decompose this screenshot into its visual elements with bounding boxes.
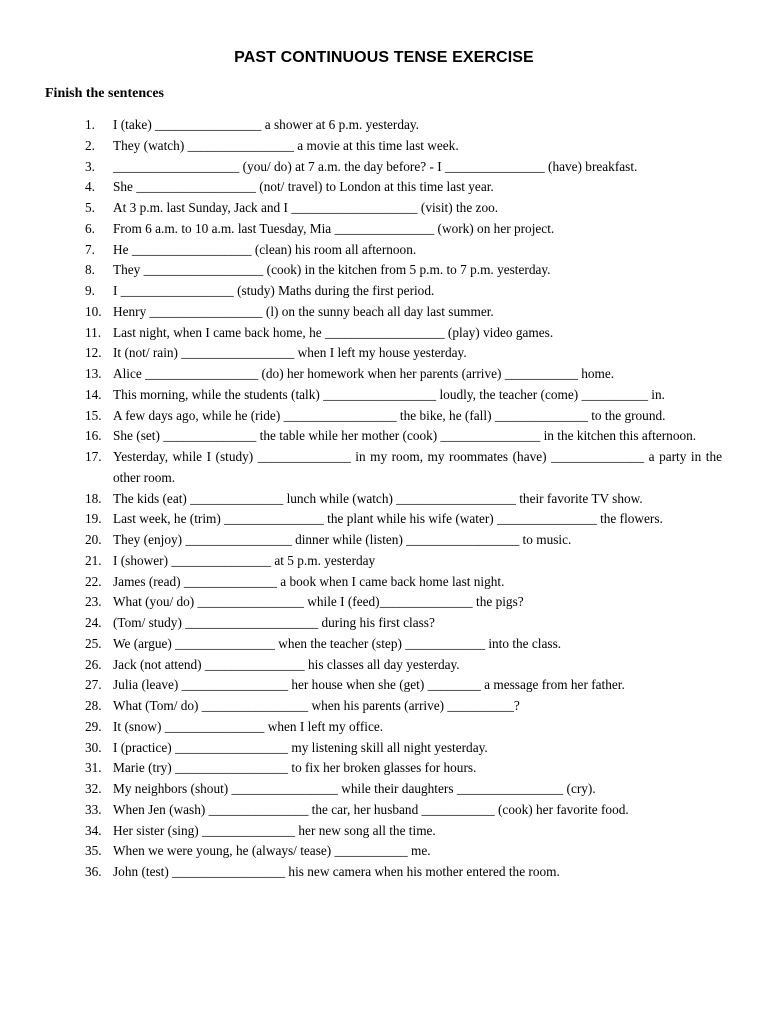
- item-number: 13.: [85, 366, 102, 381]
- item-number: 22.: [85, 573, 102, 589]
- exercise-item: [85, 655, 722, 676]
- exercise-item: [85, 821, 722, 842]
- exercise-item: [85, 302, 722, 323]
- exercise-item: [85, 177, 722, 198]
- item-number: 3.: [85, 158, 95, 174]
- exercise-item: [85, 509, 722, 530]
- item-number: 4.: [85, 179, 95, 195]
- item-number: 28.: [85, 698, 102, 713]
- item-sentence: I (take) ________________ a shower at 6 p.m. yesterday.: [113, 117, 419, 132]
- item-sentence: ___________________ (you/ do) at 7 a.m. the day before? - I _______________ (have) breakfast.: [113, 158, 638, 174]
- item-sentence: Henry _________________ (l) on the sunny beach all day last summer.: [113, 303, 494, 319]
- item-sentence: Her sister (sing) ______________ her new song all the time.: [113, 822, 436, 838]
- item-sentence: My neighbors (shout) ________________ while their daughters ________________ (cry).: [113, 781, 596, 796]
- item-number: 12.: [85, 345, 102, 361]
- item-sentence: They (enjoy) ________________ dinner while (listen) _________________ to music.: [113, 532, 572, 547]
- exercise-item: [85, 862, 722, 883]
- exercise-item: [85, 385, 722, 406]
- exercise-item: [85, 675, 722, 696]
- item-number: 7.: [85, 241, 95, 257]
- item-sentence: When we were young, he (always/ tease) ___________ me.: [113, 843, 431, 859]
- item-number: 19.: [85, 511, 102, 527]
- item-number: 15.: [85, 407, 102, 423]
- item-number: 30.: [85, 739, 102, 755]
- item-sentence: Marie (try) _________________ to fix her broken glasses for hours.: [113, 760, 477, 776]
- item-number: 9.: [85, 283, 95, 298]
- item-number: 16.: [85, 428, 102, 444]
- item-number: 36.: [85, 864, 102, 879]
- item-sentence: From 6 a.m. to 10 a.m. last Tuesday, Mia _______________ (work) on her project.: [113, 220, 555, 236]
- exercise-item: [85, 136, 722, 157]
- item-number: 20.: [85, 532, 102, 547]
- exercise-item: [85, 717, 722, 738]
- item-sentence: They (watch) ________________ a movie at this time last week.: [113, 137, 459, 153]
- exercise-item: [85, 343, 722, 364]
- item-sentence: John (test) _________________ his new camera when his mother entered the room.: [113, 864, 560, 879]
- item-number: 21.: [85, 552, 102, 568]
- item-number: 35.: [85, 843, 102, 859]
- item-sentence: James (read) ______________ a book when I came back home last night.: [113, 573, 505, 589]
- item-number: 32.: [85, 781, 102, 796]
- exercise-item: [85, 198, 722, 219]
- item-sentence: Last week, he (trim) _______________ the plant while his wife (water) _______________ the flowers.: [113, 511, 663, 527]
- exercise-item: [85, 281, 722, 302]
- item-number: 33.: [85, 801, 102, 817]
- exercise-item: [85, 572, 722, 593]
- item-number: 11.: [85, 324, 102, 340]
- item-number: 10.: [85, 303, 102, 319]
- item-number: 29.: [85, 718, 102, 734]
- item-sentence: Jack (not attend) _______________ his classes all day yesterday.: [113, 656, 460, 672]
- exercise-list: [85, 115, 722, 883]
- exercise-item: [85, 841, 722, 862]
- exercise-item: [85, 530, 722, 551]
- item-number: 26.: [85, 656, 102, 672]
- exercise-item: [85, 738, 722, 759]
- item-sentence: This morning, while the students (talk) _________________ loudly, the teacher (come) __________ in.: [113, 386, 665, 402]
- item-number: 8.: [85, 262, 95, 278]
- item-sentence: At 3 p.m. last Sunday, Jack and I ___________________ (visit) the zoo.: [113, 200, 499, 215]
- item-sentence: She (set) ______________ the table while her mother (cook) _______________ in the kitchen this afternoon.: [113, 428, 697, 444]
- item-sentence: (Tom/ study) ____________________ during his first class?: [113, 615, 435, 630]
- item-number: 25.: [85, 635, 102, 651]
- exercise-item: [85, 551, 722, 572]
- exercise-item: [85, 364, 722, 385]
- exercise-item: [85, 696, 722, 717]
- exercise-item: [85, 406, 722, 427]
- exercise-item: [85, 489, 722, 510]
- exercise-item: [85, 592, 722, 613]
- page-title: PAST CONTINUOUS TENSE EXERCISE: [234, 49, 534, 66]
- item-sentence: What (Tom/ do) ________________ when his parents (arrive) __________?: [113, 698, 520, 713]
- item-sentence: We (argue) _______________ when the teacher (step) ____________ into the class.: [113, 635, 562, 651]
- item-sentence: I (shower) _______________ at 5 p.m. yesterday: [113, 552, 376, 568]
- item-sentence: What (you/ do) ________________ while I (feed)______________ the pigs?: [113, 594, 524, 610]
- exercise-item: [85, 758, 722, 779]
- exercise-item: [85, 219, 722, 240]
- exercise-item: [85, 115, 722, 136]
- exercise-item: [85, 447, 722, 489]
- item-number: 24.: [85, 615, 102, 630]
- item-number: 18.: [85, 490, 102, 506]
- item-sentence: I (practice) _________________ my listening skill all night yesterday.: [113, 739, 488, 755]
- item-sentence: They __________________ (cook) in the kitchen from 5 p.m. to 7 p.m. yesterday.: [113, 262, 551, 278]
- item-number: 6.: [85, 220, 95, 236]
- exercise-item: [85, 157, 722, 178]
- item-sentence: Alice _________________ (do) her homework when her parents (arrive) ___________ home.: [113, 366, 615, 381]
- exercise-item: [85, 613, 722, 634]
- exercise-item: [85, 779, 722, 800]
- item-number: 1.: [85, 117, 95, 132]
- instruction-heading: Finish the sentences: [45, 86, 164, 101]
- item-number: 27.: [85, 677, 102, 693]
- item-sentence: A few days ago, while he (ride) _________________ the bike, he (fall) ______________ to the ground.: [113, 407, 666, 423]
- exercise-item: [85, 240, 722, 261]
- item-sentence: He __________________ (clean) his room all afternoon.: [113, 241, 417, 257]
- item-sentence: I _________________ (study) Maths during the first period.: [113, 283, 435, 298]
- exercise-item: [85, 426, 722, 447]
- item-sentence: When Jen (wash) _______________ the car, her husband ___________ (cook) her favorite food.: [113, 801, 629, 817]
- item-sentence: Julia (leave) ________________ her house when she (get) ________ a message from her father.: [113, 677, 625, 693]
- item-number: 17.: [85, 449, 102, 464]
- item-sentence: Last night, when I came back home, he __________________ (play) video games.: [113, 324, 554, 340]
- item-sentence: It (snow) _______________ when I left my office.: [113, 718, 384, 734]
- item-sentence: The kids (eat) ______________ lunch while (watch) __________________ their favorite TV show.: [113, 490, 643, 506]
- item-number: 2.: [85, 137, 95, 153]
- item-number: 34.: [85, 822, 102, 838]
- exercise-item: [85, 634, 722, 655]
- item-number: 14.: [85, 386, 102, 402]
- item-number: 5.: [85, 200, 95, 215]
- item-sentence: It (not/ rain) _________________ when I left my house yesterday.: [113, 345, 467, 361]
- item-number: 23.: [85, 594, 102, 610]
- exercise-item: [85, 260, 722, 281]
- item-number: 31.: [85, 760, 102, 776]
- exercise-item: [85, 323, 722, 344]
- item-sentence: She __________________ (not/ travel) to London at this time last year.: [113, 179, 494, 195]
- exercise-item: [85, 800, 722, 821]
- item-sentence: Yesterday, while I (study) ______________ in my room, my roommates (have) ______________ a party in the other room.: [113, 449, 722, 485]
